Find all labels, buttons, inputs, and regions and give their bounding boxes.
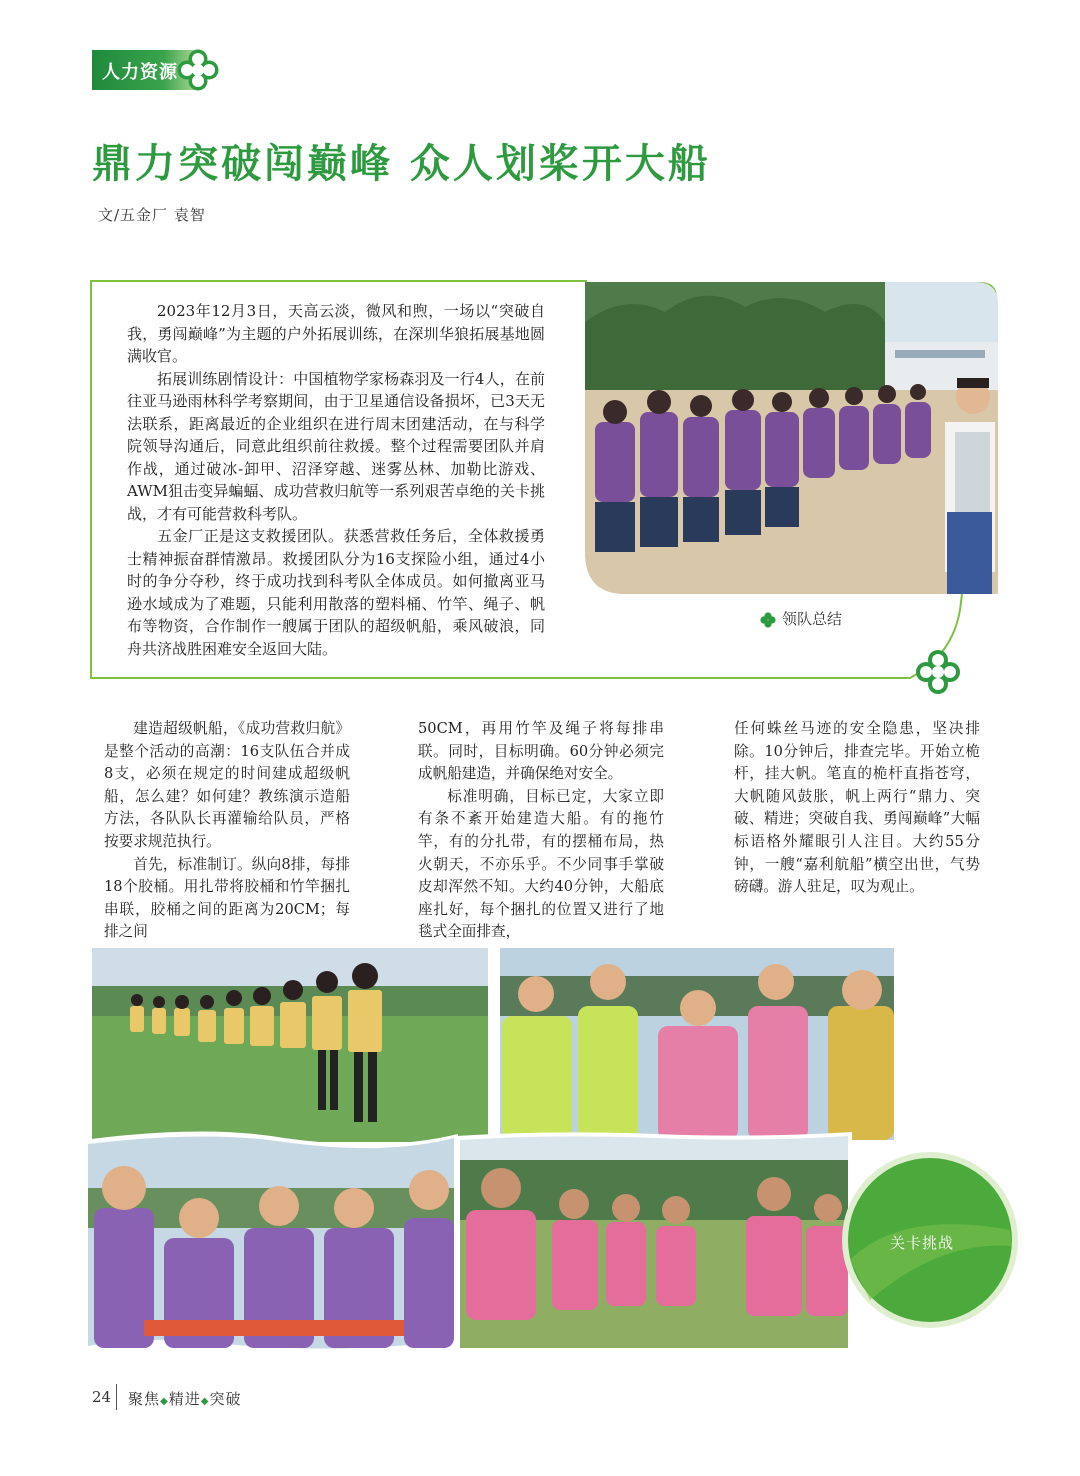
caption-text: 领队总结	[782, 610, 843, 628]
intro-paragraph: 2023年12月3日，天高云淡，微风和煦，一场以“突破自我，勇闯巅峰”为主题的户外拓展训练，在深圳华狼拓展基地圆满收官。	[127, 302, 545, 365]
body-paragraph: 任何蛛丝马迹的安全隐患，坚决排除。10分钟后，排查完毕。开始立桅杆，挂大帆。笔直的桅杆直指苍穹，大帆随风鼓胀，帆上两行“鼎力、突破、精进；突破自我、勇闯巅峰”大幅标语格外耀眼引人注目。大约55分钟，一艘“嘉利航船”横空出世，气势磅礴。游人驻足，叹为观止。	[734, 720, 980, 896]
section-tag-label: 人力资源	[102, 62, 178, 83]
footer-tag: 聚焦	[128, 1390, 161, 1408]
body-paragraph: 建造超级帆船，《成功营救归航》是整个活动的高潮：16支队伍合并成8支，必须在规定的时间建成超级帆船，怎么建？如何建？教练演示造船方法，各队队长再灌输给队员，严格按要求规范执行。	[104, 720, 350, 850]
page-number: 24	[92, 1388, 112, 1406]
byline: 文/五金厂 袁智	[98, 206, 206, 224]
intro-text	[127, 300, 545, 660]
intro-paragraph: 五金厂正是这支救援团队。获悉营救任务后，全体救援勇士精神振奋群情激昂。救援团队分为16支探险小组，通过4小时的争分夺秒，终于成功找到科考队全体成员。如何撤离亚马逊水域成为了难题，只能利用散落的塑料桶、竹竿、绳子、帆布等物资，合作制作一艘属于团队的超级帆船，乘风破浪，同舟共济战胜困难安全返回大陆。	[127, 527, 545, 658]
intro-paragraph: 拓展训练剧情设计：中国植物学家杨森羽及一行4人，在前往亚马逊雨林科学考察期间，由于卫星通信设备损坏，已3天无法联系，距离最近的企业组织在进行周末团建活动，在与科学院领导沟通后，同意此组织前往救援。整个过程需要团队并肩作战，通过破冰-卸甲、沼泽穿越、迷雾丛林、加勒比游戏、AWM狙击变异蝙蝠、成功营救归航等一系列艰苦卓绝的关卡挑战，才有可能营救科考队。	[127, 369, 545, 523]
body-paragraph: 标准明确，目标已定，大家立即有条不紊开始建造大船。有的拖竹竿，有的分扎带，有的摆桶布局，热火朝天，不亦乐乎。不少同事手掌破皮却浑然不知。大约40分钟，大船底座扎好，每个捆扎的位置又进行了地毯式全面排查，	[418, 787, 664, 941]
column-3	[734, 718, 980, 899]
column-2	[418, 718, 664, 944]
footer-tag: 突破	[209, 1390, 242, 1408]
clover-icon	[176, 48, 220, 92]
clover-icon	[760, 612, 776, 628]
body-paragraph: 50CM，再用竹竿及绳子将每排串联。同时，目标明确。60分钟必须完成帆船建造，并确保绝对安全。	[418, 720, 664, 783]
photo-team-closeup	[498, 946, 896, 1142]
diamond-icon: ◆	[160, 1396, 169, 1407]
photo-leader-summary	[585, 282, 998, 594]
photo-team-pink	[456, 1130, 852, 1354]
section-tag	[92, 50, 212, 90]
circle-badge-label: 关卡挑战	[890, 1234, 955, 1252]
circle-badge	[840, 1150, 1020, 1330]
footer-tag: 精进	[168, 1390, 201, 1408]
body-paragraph: 首先，标准制订。纵向8排，每排18个胶桶。用扎带将胶桶和竹竿捆扎串联，胶桶之间的距离为20CM；每排之间	[104, 855, 350, 941]
footer-tagline	[128, 1388, 241, 1409]
caption-leader-summary	[760, 608, 842, 629]
photo-team-field	[90, 946, 490, 1144]
diamond-icon: ◆	[200, 1396, 210, 1407]
column-1	[104, 718, 350, 944]
photo-team-hands	[84, 1128, 458, 1356]
footer-divider	[116, 1384, 117, 1410]
clover-icon	[914, 648, 962, 696]
article-title: 鼎力突破闯巅峰 众人划桨开大船	[92, 140, 711, 187]
